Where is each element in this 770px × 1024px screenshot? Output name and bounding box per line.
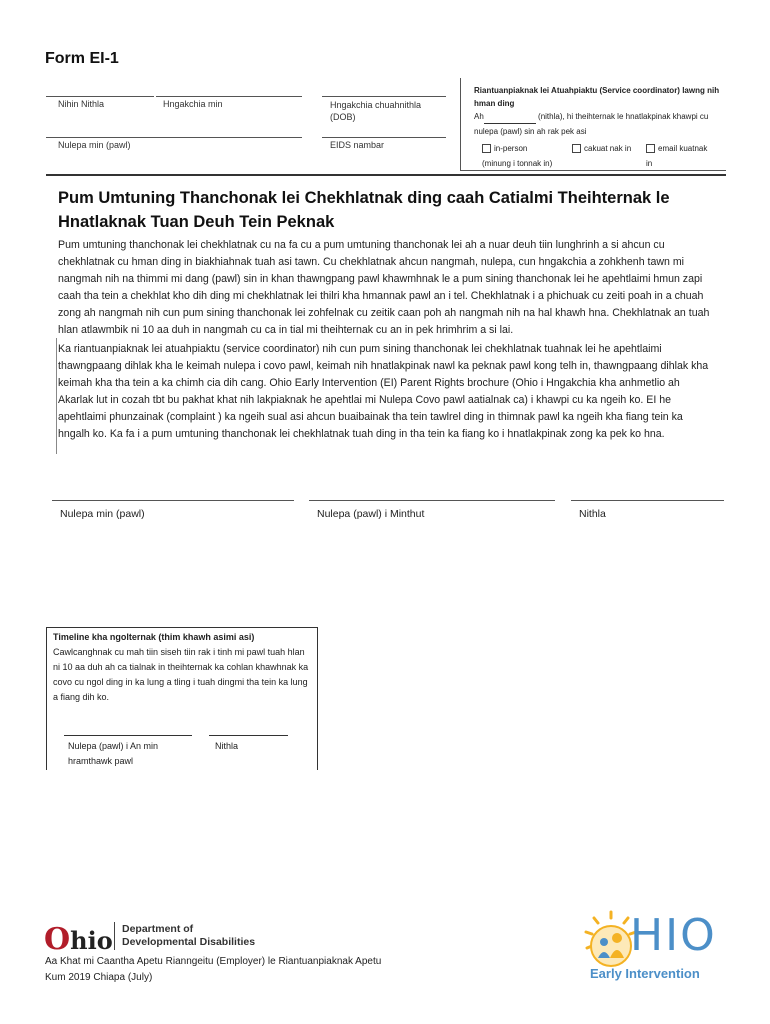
paragraph-consent-rule [56, 338, 57, 454]
dodd-logo [44, 920, 284, 957]
child-name-line[interactable] [46, 96, 154, 97]
coordinator-line-suffix: (nithla), hi theihternak le hnatlakpinak khawpi cu nulepa (pawl) sin ah rak pek asi [474, 112, 709, 136]
timeline-date-line[interactable] [209, 735, 288, 736]
email-label: email kuatnak [658, 144, 708, 153]
sig-date-label: Nithla [579, 508, 606, 520]
in-person-label: in-person [494, 144, 528, 153]
parent-name-label: Nulepa min (pawl) [58, 140, 131, 150]
sig-parent-name-label: Nulepa min (pawl) [60, 508, 145, 520]
eids-line[interactable] [322, 137, 446, 138]
timeline-box-left [46, 627, 47, 770]
coordinator-bottom-line [460, 170, 726, 171]
timeline-date-label: Nithla [215, 741, 239, 751]
in-person-sub-label: (minung i tonnak in) [482, 159, 553, 168]
timeline-box-top [46, 627, 317, 628]
timeline-text: Cawlcanghnak cu mah tiin siseh tiin rak i tinh mi pawl tuah hlan ni 10 aa duh ah ca tialnak in theihternak ka cohlan khawhnak ka covo cu ngol ding in ka lung a tling i tuah dingmi tha tein ka lung a fiang dih ko. [53, 647, 309, 702]
ohio-ei-logo [582, 908, 732, 984]
timeline-sig-line[interactable] [64, 735, 192, 736]
option-mail[interactable] [572, 141, 652, 156]
eids-label: EIDS nambar [330, 140, 385, 150]
option-email[interactable] [646, 141, 726, 171]
timeline-sig-label: Nulepa (pawl) i An min hramthawk pawl [68, 741, 159, 766]
coordinator-heading: Riantuanpiaknak lei Atuahpiaktu (Service coordinator) lawng nih hman ding [474, 86, 720, 108]
dept-line-1: Department of [122, 923, 194, 935]
paragraph-consent: Ka riantuanpiaknak lei atuahpiaktu (service coordinator) nih cun pum sining thanchonak lei chekhlatnak tuahnak lei he apehtlaimi thawngpaang dihlak kha le keimah nulepa i covo pawl, keimah nih hnatlakpinak nawl ka peknak pawl kong telh in, thawngpaang dihlak kha keimah kha tha tein a ka chimh cia dih cang. Ohio Early Intervention (EI) Parent Rights brochure (Ohio i Hngakchia kha anhmetlio ah Akarlak lut in cozah tbt bu pakhat khat nih lakpiaknak he apehtlai mi Nulepa Covo pawl aatialnak ca) i khawpi cu ka ngeih ko. EI he apehtlaimi phunzainak (complaint ) ka ngeih sual asi ahcun buaibainak tha tein tawlrel ding in thimnak pawl ka ngeih kha fiang tein ka hngalh ko. Ka fa i a pum umtuning thanchonak lei chekhlatnak tuah ding in tha tein ka fiang ko i hnatlakpinak zong ka pek ko hna. [58, 343, 709, 440]
sig-date-line[interactable] [571, 500, 724, 501]
option-in-person[interactable] [482, 141, 572, 171]
parent-name-line[interactable] [46, 137, 302, 138]
email-sub-label: in [646, 159, 653, 168]
coordinator-box [460, 78, 726, 168]
dept-name [122, 923, 255, 949]
coordinator-line-prefix: Ah [474, 112, 484, 121]
in-person-checkbox[interactable] [482, 144, 491, 153]
coordinator-date-line [474, 109, 726, 139]
dept-line-2: Developmental Disabilities [122, 936, 256, 948]
paragraph-intro: Pum umtuning thanchonak lei chekhlatnak cu na fa cu a pum umtuning thanchonak lei ah a nuar deuh tiin lunghrinh a si ahcun cu chekhlatnak cu hman ding in biakhiahnak tuah asi tawn. Cu chekhlatnak ahcun nangmah, nulepa, cun hngakchia a zohkhenh tawn mi nangmah nih na thimmi mi dang (pawl) sin in khan thawngpang pawl khawmhnak le a pum sining thanchonak lei he apehtlaimi hmun zapi caah tha tein a chekhlat kho dih ding mi chekhlatnak lei thilri kha hmannak pawl an i tel. Chekhlatnak i a phichuak cu zeiti poah in a chuah zong ah nangmah nih cun pum sining thanchonak lei zohfelnak cu zeitik caan poh ah nangmah nih na hal khawh hna. Chekhlatnak an tuah hlan atlawmbik ni 10 aa duh in nangmah cu ca in tial mi theihternak cu an in pek hrimhrim a si lai. [58, 239, 710, 336]
sig-parent-name-line[interactable] [52, 500, 294, 501]
ohio-wordmark: Ohio [44, 922, 113, 957]
email-checkbox[interactable] [646, 144, 655, 153]
ei-subtitle: Early Intervention [590, 966, 700, 981]
sig-parent-signature-label: Nulepa (pawl) i Minthut [317, 508, 425, 520]
mail-label: cakuat nak in [584, 144, 632, 153]
section-divider [46, 174, 726, 176]
child-first-name-line[interactable] [156, 96, 302, 97]
coordinator-date-blank[interactable] [484, 114, 536, 124]
child-name-label: Nihin Nithla [58, 99, 105, 109]
sig-parent-signature-line[interactable] [309, 500, 555, 501]
child-first-name-label: Hngakchia min [163, 99, 223, 109]
mail-checkbox[interactable] [572, 144, 581, 153]
ei-ohio-wordmark: HIO [630, 910, 717, 961]
dob-label: Hngakchia chuahnithla (DOB) [330, 100, 422, 122]
logo-divider [114, 922, 115, 950]
timeline-box [46, 627, 317, 770]
section-title: Pum Umtuning Thanchonak lei Chekhlatnak ding caah Catialmi Theihternak le Hnatlaknak Tuan Deuh Tein Peknak [58, 189, 670, 231]
dob-line[interactable] [322, 96, 446, 97]
footer-text [45, 954, 381, 986]
footer-line-2: Kum 2019 Chiapa (July) [45, 972, 153, 983]
footer-line-1: Aa Khat mi Caantha Apetu Rianngeitu (Employer) le Riantuanpiaknak Apetu [45, 956, 382, 967]
timeline-box-right [317, 627, 318, 770]
form-title: Form EI-1 [45, 50, 119, 67]
timeline-title: Timeline kha ngolternak (thim khawh asimi asi) [53, 632, 255, 642]
